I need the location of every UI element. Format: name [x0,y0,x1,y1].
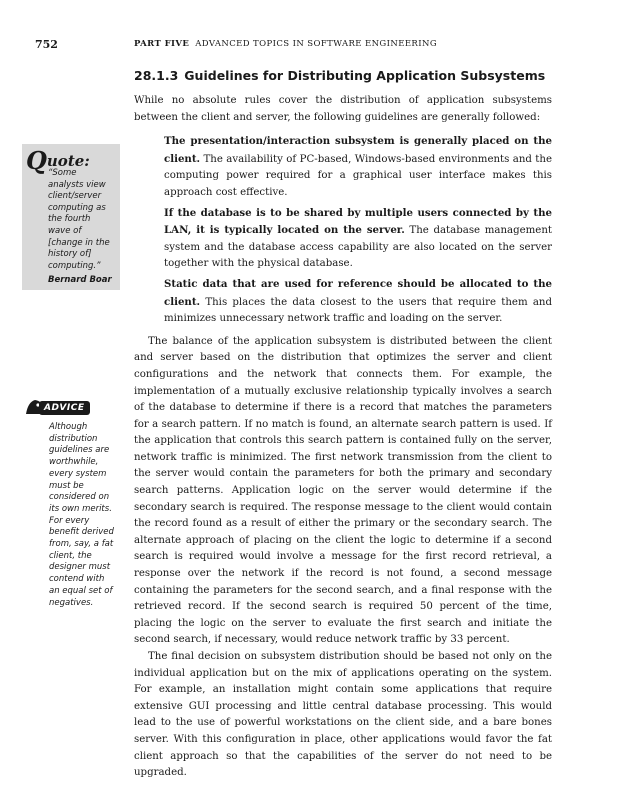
guideline-lead: The presentation/interaction subsystem is generally placed on the client. [164,135,552,165]
quote-author: Bernard Boar [48,275,112,286]
guideline-lead: If the database is to be shared by multiple users connected by the LAN, it is typically located on the server. [164,206,552,237]
section-heading [134,68,552,84]
body-paragraph: The balance of the application subsystem is distributed between the client and server based on the distribution that optimizes the server and client configurations and the network that connects them. For example, the implementation of a mutually exclusive relationship typically involves a search of the database to determine if there is a record that matches the parameters for a search pattern. If no match is found, an alternate search pattern is used. If the application that controls this search pattern is contained fully on the server, network traffic is minimized. The first network transmission from the client to the server would contain the parameters for both the primary and secondary search patterns. Application logic on the server would determine if the secondary search is required. The response message to the client would contain the record found as a result of either the primary or the secondary search. The alternate approach of placing on the client the logic to determine if a second search is required would involve a message for the first record retrieval, a response over the network if the record is not found, a second message containing the parameters for the second search, and a final response with the retrieved record. If the second search is required 50 percent of the time, placing the logic on the server to evaluate the first search and initiate the second search, if necessary, would reduce network traffic by 33 percent. [134,335,552,646]
advice-sidebar [22,396,120,608]
guideline-list [164,133,552,328]
guideline-item [164,276,552,328]
section-number: 28.1.3 [134,68,179,83]
quote-heading-initial: Q [26,146,47,175]
guideline-text: The database management system and the database access capability are also located on the server together with the physical database. [164,225,552,270]
part-title: ADVANCED TOPICS IN SOFTWARE ENGINEERING [195,39,438,49]
quote-text: “Some analysts view client/server computing as the fourth wave of [change in the history of] computing.” [48,168,110,271]
page-number: 752 [35,38,58,51]
advice-label: ADVICE [39,401,90,415]
guideline-text: This places the data closest to the users that require them and minimizes unnecessary network traffic and loading on the server. [164,296,552,325]
guideline-text: The availability of PC-based, Windows-based environments and the computing power required for a graphical user interface makes this approach cost effective. [164,153,552,198]
running-head [134,39,437,49]
guideline-item [164,205,552,273]
guideline-lead: Static data that are used for reference should be allocated to the client. [164,277,552,308]
quote-sidebar [22,144,120,290]
running-header [0,38,637,54]
body-paragraph: The final decision on subsystem distribution should be based not only on the individual application but on the mix of applications operating on the system. For example, an installation might contain some applications that require extensive GUI processing and little central database processing. This would lead to the use of powerful workstations on the client side, and a bare bones server. With this configuration in place, other applications would favor the fat client approach so that the capabilities of the server do not need to be upgraded. [134,651,552,779]
advice-text: Although distribution guidelines are worthwhile, every system must be considered on its own merits. For every benefit derived from, say, a fat client, the designer must contend with an equal set of negatives. [49,422,114,608]
quote-heading-rest: uote: [46,152,90,170]
guideline-item [164,133,552,201]
main-content [134,68,552,782]
advice-heading [22,396,120,420]
quote-heading [26,146,120,175]
part-label: PART FIVE [134,39,190,49]
section-intro: While no absolute rules cover the distribution of application subsystems between the client and server, the following guidelines are generally followed: [134,95,552,123]
section-title: Guidelines for Distributing Application Subsystems [184,68,546,83]
